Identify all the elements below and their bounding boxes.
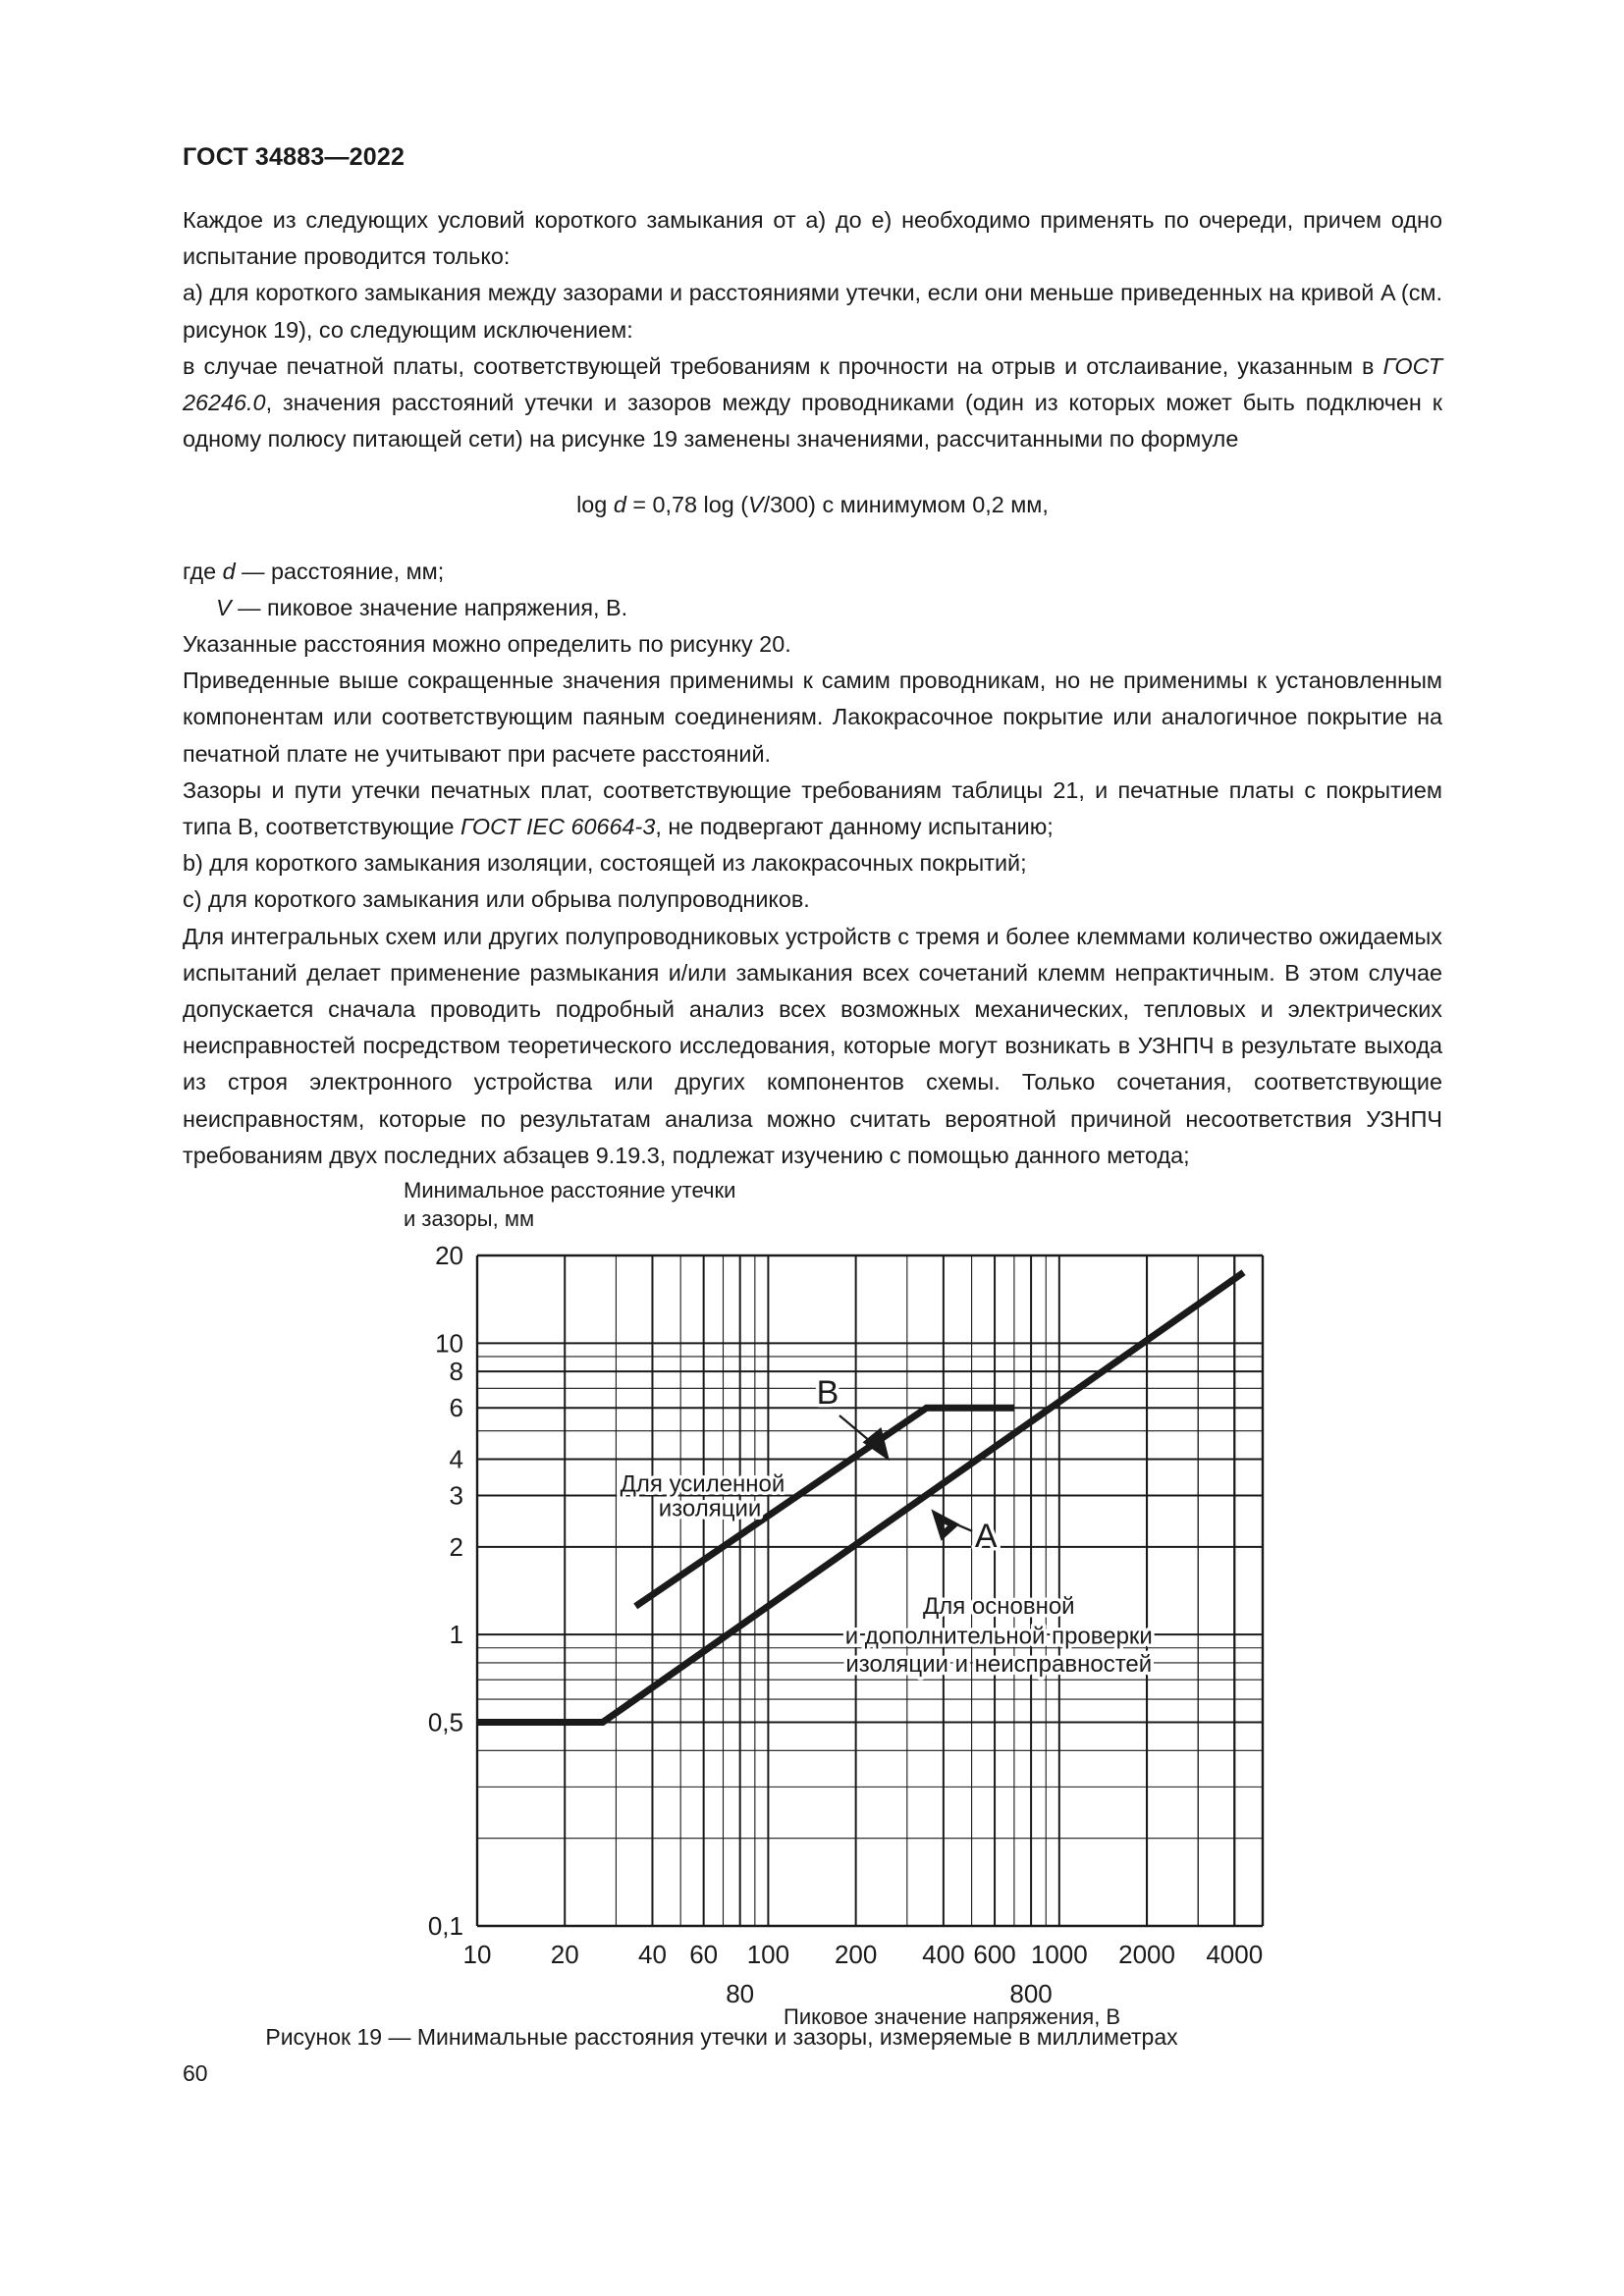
svg-text:4000: 4000 — [1206, 1940, 1264, 1969]
paragraph-8: c) для короткого замыкания или обрыва полупроводников. — [183, 886, 810, 913]
svg-text:40: 40 — [637, 1940, 667, 1969]
paragraph-5: Приведенные выше сокращенные значения применимы к самим проводникам, но не применимы к установленным компонентам или соответствующим паяным соединениям. Лакокрасочное покрытие или аналогичное покрытие на печатной плате не учитывают при расчете расстояний. — [183, 667, 1442, 767]
where-symbol-d: d — [222, 558, 236, 584]
chart-y-axis-label-line2: и зазоры, мм — [404, 1206, 535, 1231]
where-desc-d: — расстояние, мм; — [235, 558, 445, 584]
paragraph-3-pre: в случае печатной платы, соответствующей требованиям к прочности на отрыв и отслаивание, указанным в — [183, 352, 1383, 379]
svg-text:Для основной: Для основной — [922, 1592, 1075, 1620]
svg-text:изоляции: изоляции — [658, 1495, 762, 1522]
svg-text:800: 800 — [1009, 1979, 1053, 2008]
where-line-d — [183, 554, 1442, 590]
figure-19 — [183, 1158, 1442, 2101]
svg-text:4: 4 — [449, 1444, 463, 1474]
paragraph-1: Каждое из следующих условий короткого замыкания от a) до e) необходимо применять по очереди, причем одно испытание проводится только: — [183, 207, 1442, 270]
paragraph-7: b) для короткого замыкания изоляции, состоящей из лакокрасочных покрытий; — [183, 850, 1027, 877]
svg-text:10: 10 — [435, 1328, 463, 1359]
svg-text:20: 20 — [435, 1241, 463, 1270]
chart-y-axis-label-line1: Минимальное расстояние утечки — [404, 1178, 736, 1202]
formula-tail: /300) с минимумом 0,2 мм, — [763, 492, 1049, 518]
paragraph-4: Указанные расстояния можно определить по рисунку 20. — [183, 631, 791, 658]
where-symbol-v: V — [216, 594, 232, 620]
svg-text:80: 80 — [726, 1979, 755, 2008]
svg-text:60: 60 — [689, 1940, 719, 1969]
svg-text:Для усиленной: Для усиленной — [620, 1470, 785, 1498]
svg-text:2: 2 — [449, 1531, 463, 1562]
page-number: 60 — [183, 2060, 208, 2086]
formula-lead: log — [576, 492, 614, 518]
standard-reference-iec-60664: ГОСТ IEC 60664-3 — [460, 814, 656, 840]
standard-reference-gost-26246: ГОСТ 26246.0 — [183, 352, 1442, 416]
svg-text:0,1: 0,1 — [427, 1911, 463, 1941]
paragraph-3 — [183, 348, 1442, 458]
svg-text:и дополнительной проверки: и дополнительной проверки — [844, 1623, 1153, 1650]
svg-text:200: 200 — [834, 1940, 878, 1969]
svg-text:10: 10 — [462, 1940, 492, 1969]
svg-text:3: 3 — [449, 1480, 463, 1511]
paragraph-6-post: , не подвергают данному испытанию; — [655, 814, 1054, 840]
svg-text:2000: 2000 — [1118, 1940, 1175, 1969]
paragraph-3-post: , значения расстояний утечки и зазоров между проводниками (один из которых может быть подключен к одному полюсу питающей сети) на рисунке 19 заменены значениями, рассчитанными по формуле — [183, 390, 1442, 453]
document-body — [183, 202, 1442, 1174]
svg-text:20: 20 — [550, 1940, 579, 1969]
formula-symbol-v: V — [748, 492, 764, 518]
svg-text:1: 1 — [449, 1620, 463, 1650]
formula-symbol-d: d — [613, 492, 626, 518]
chart-svg — [183, 1158, 1442, 2042]
formula — [183, 487, 1442, 523]
paragraph-6-pre: Зазоры и пути утечки печатных плат, соответствующие требованиям таблицы 21, и печатные платы с покрытием типа B, соответствующие — [183, 776, 1442, 840]
svg-text:1000: 1000 — [1030, 1940, 1088, 1969]
svg-text:8: 8 — [449, 1357, 463, 1387]
paragraph-2: a) для короткого замыкания между зазорами и расстояниями утечки, если они меньше приведенных на кривой A (см. рисунок 19), со следующим исключением: — [183, 280, 1442, 343]
svg-text:B: B — [816, 1373, 839, 1412]
svg-text:600: 600 — [973, 1940, 1016, 1969]
where-prefix: где — [183, 558, 223, 584]
where-line-v — [183, 590, 1442, 626]
paragraph-9: Для интегральных схем или других полупроводниковых устройств с тремя и более клеммами количество ожидаемых испытаний делает применение размыкания и/или замыкания всех сочетаний клемм непрактичным. В этом случае допускается сначала проводить подробный анализ всех возможных механических, тепловых и электрических неисправностей посредством теоретического исследования, которые могут возникать в УЗНПЧ в результате выхода из строя электронного устройства или других компонентов схемы. Только сочетания, соответствующие неисправностям, которые по результатам анализа можно считать вероятной причиной несоответствия УЗНПЧ требованиям двух последних абзацев 9.19.3, подлежат изучению с помощью данного метода; — [183, 923, 1442, 1168]
where-desc-v: — пиковое значение напряжения, В. — [231, 594, 628, 620]
svg-text:A: A — [974, 1517, 998, 1555]
paragraph-6 — [183, 773, 1442, 845]
svg-text:100: 100 — [746, 1940, 790, 1969]
svg-text:400: 400 — [922, 1940, 965, 1969]
svg-text:0,5: 0,5 — [427, 1707, 463, 1737]
figure-caption: Рисунок 19 — Минимальные расстояния утечки и зазоры, измеряемые в миллиметрах — [265, 2024, 1178, 2050]
chart-x-axis-label: Пиковое значение напряжения, В — [784, 2004, 1121, 2029]
formula-mid: = 0,78 log ( — [625, 492, 749, 518]
svg-text:изоляции и неисправностей: изоляции и неисправностей — [845, 1651, 1153, 1679]
document-header: ГОСТ 34883—2022 — [183, 143, 406, 171]
chart-plot — [183, 1158, 1442, 2042]
svg-text:6: 6 — [449, 1393, 463, 1423]
